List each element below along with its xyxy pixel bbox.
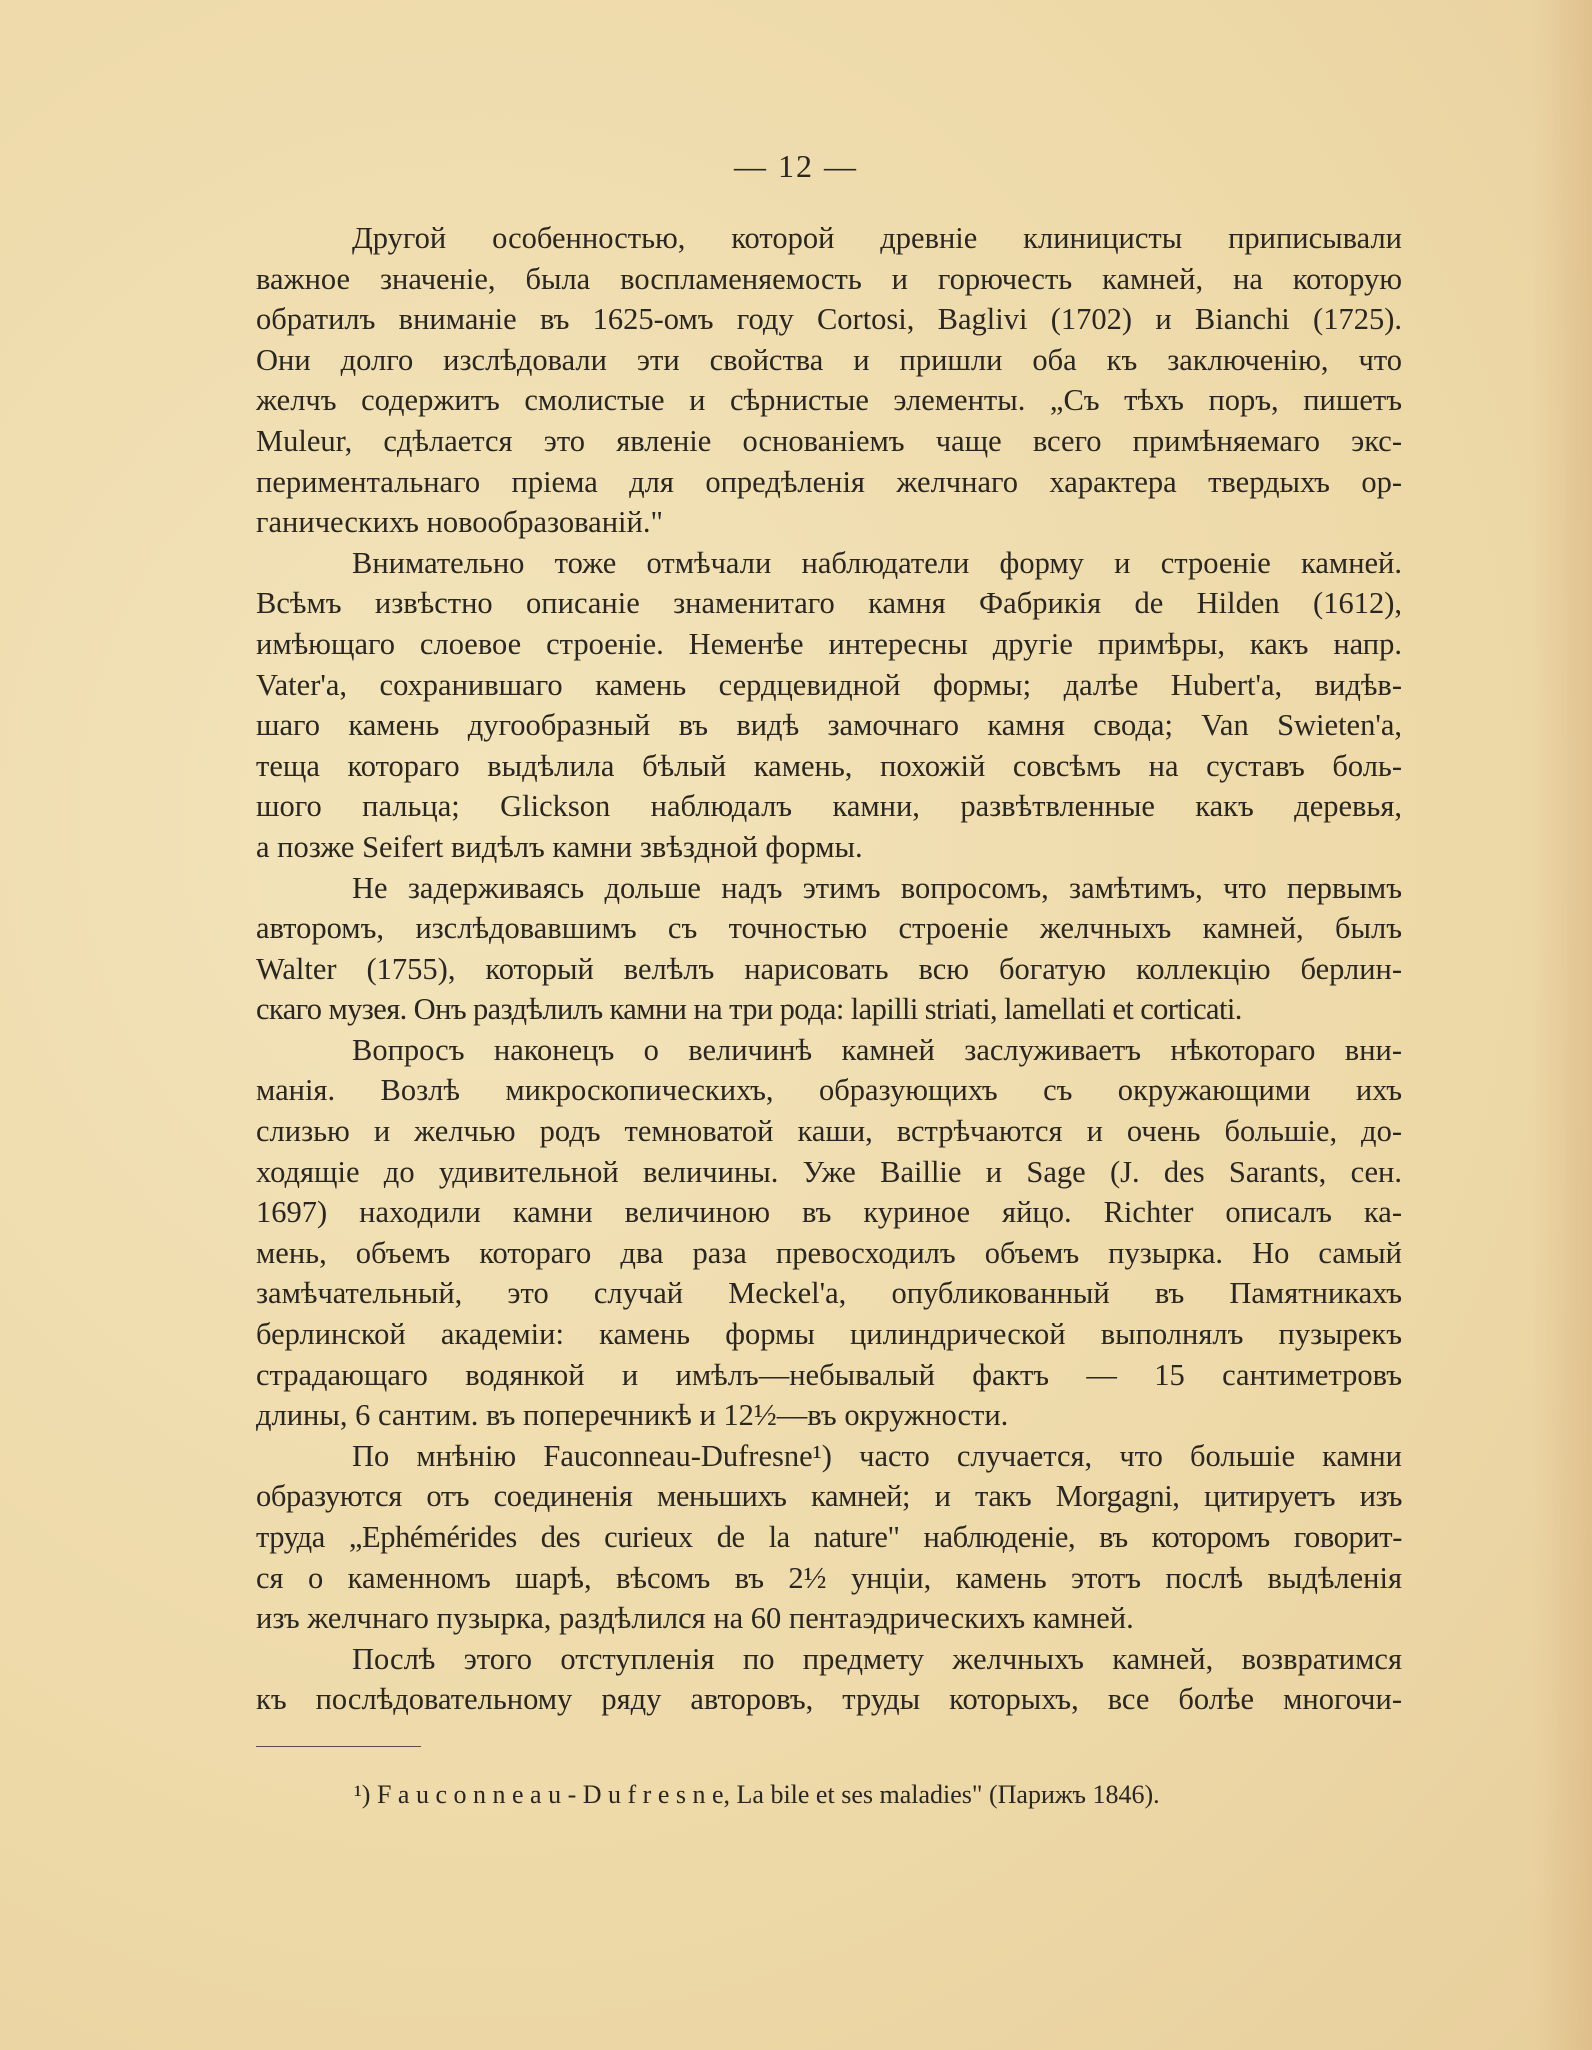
- text-line: скаго музея. Онъ раздѣлилъ камни на три рода: lapilli striati, lamellati et corticati.: [256, 992, 1242, 1027]
- text-line: длины, 6 сантим. въ поперечникѣ и 12½—въ окружности.: [256, 1398, 1009, 1433]
- text-line: къ послѣдовательному ряду авторовъ, труды которыхъ, все болѣе многочи-: [256, 1682, 1402, 1717]
- text-line: изъ желчнаго пузырка, раздѣлился на 60 пентаэдрическихъ камней.: [256, 1601, 1134, 1636]
- text-line: ганическихъ новообразованiй.": [256, 505, 663, 540]
- text-line: манiя. Возлѣ микроскопическихъ, образующихъ съ окружающими ихъ: [256, 1073, 1402, 1108]
- text-line: Всѣмъ извѣстно описанiе знаменитаго камня Фабрикiя de Hilden (1612),: [256, 586, 1402, 621]
- text-line: 1697) находили камни величиною въ куриное яйцо. Richter описалъ ка-: [256, 1195, 1402, 1230]
- text-line: образуются отъ соединенiя меньшихъ камней; и такъ Morgagni, цитируетъ изъ: [256, 1479, 1402, 1514]
- page-number: — 12 —: [734, 148, 858, 184]
- paragraph-6: [256, 1639, 1402, 1720]
- paragraph-1: [256, 218, 1402, 543]
- text-line: имѣющаго слоевое строенiе. Неменѣе интересны другiе примѣры, какъ напр.: [256, 626, 1402, 661]
- text-line: желчъ содержитъ смолистые и сѣрнистые элементы. „Съ тѣхъ поръ, пишетъ: [256, 383, 1402, 418]
- text-line: труда „Ephémérides des curieux de la nature" наблюденiе, въ которомъ говорит-: [256, 1520, 1402, 1554]
- text-line: теща котораго выдѣлила бѣлый камень, похожiй совсѣмъ на суставъ боль-: [256, 748, 1402, 783]
- text-line: шаго камень дугообразный въ видѣ замочнаго камня свода; Van Swieten'а,: [256, 708, 1402, 743]
- text-line: важное значенiе, была воспламеняемость и горючесть камней, на которую: [256, 261, 1402, 296]
- text-line: Walter (1755), который велѣлъ нарисовать всю богатую коллекцiю берлин-: [256, 951, 1402, 986]
- page-edge-shadow: [1532, 0, 1592, 2050]
- text-line: Другой особенностью, которой древнiе клиницисты приписывали: [352, 221, 1402, 255]
- paragraph-2: [256, 543, 1402, 868]
- text-line: Вопросъ наконецъ о величинѣ камней заслуживаетъ нѣкотораго вни-: [352, 1032, 1402, 1067]
- text-line: мень, объемъ котораго два раза превосходилъ объемъ пузырка. Но самый: [256, 1235, 1402, 1270]
- text-line: берлинской академiи: камень формы цилиндрической выполнялъ пузырекъ: [256, 1317, 1402, 1352]
- text-line: Vater'а, сохранившаго камень сердцевидной формы; далѣе Hubert'а, видѣв-: [256, 667, 1402, 702]
- footnote: ¹) F a u c o n n e a u - D u f r e s n e, La bile et ses maladies" (Парижъ 1846).: [354, 1780, 1160, 1809]
- paragraph-3: [256, 868, 1402, 1030]
- text-line: Внимательно тоже отмѣчали наблюдатели форму и строенiе камней.: [352, 545, 1402, 580]
- body-text: [256, 218, 1402, 1720]
- text-line: Они долго изслѣдовали эти свойства и пришли оба къ заключенiю, что: [256, 342, 1402, 377]
- text-line: Muleur, сдѣлается это явленiе основанiемъ чаще всего примѣняемаго экс-: [256, 423, 1402, 458]
- text-line: шого пальца; Glickson наблюдалъ камни, развѣтвленные какъ деревья,: [256, 789, 1402, 824]
- text-line: замѣчательный, это случай Meckel'а, опубликованный въ Памятникахъ: [256, 1276, 1402, 1311]
- text-line: периментальнаго прiема для опредѣленiя желчнаго характера твердыхъ ор-: [256, 464, 1402, 499]
- text-line: По мнѣнiю Fauconneau-Dufresne¹) часто случается, что большiе камни: [352, 1438, 1402, 1473]
- text-line: ходящiе до удивительной величины. Уже Baillie и Sage (J. des Sarants, сен.: [256, 1154, 1402, 1189]
- text-line: ся о каменномъ шарѣ, вѣсомъ въ 2½ унцiи, камень этотъ послѣ выдѣленiя: [256, 1560, 1402, 1595]
- paragraph-5: [256, 1436, 1402, 1639]
- text-line: Не задерживаясь дольше надъ этимъ вопросомъ, замѣтимъ, что первымъ: [352, 870, 1402, 905]
- paragraph-4: [256, 1030, 1402, 1436]
- footnote-separator: [256, 1746, 421, 1747]
- text-line: а позже Seifert видѣлъ камни звѣздной формы.: [256, 829, 863, 864]
- text-line: страдающаго водянкой и имѣлъ—небывалый фактъ — 15 сантиметровъ: [256, 1357, 1402, 1392]
- text-line: авторомъ, изслѣдовавшимъ съ точностью строенiе желчныхъ камней, былъ: [256, 911, 1402, 946]
- text-line: слизью и желчью родъ темноватой каши, встрѣчаются и очень большiе, до-: [256, 1114, 1402, 1149]
- text-line: Послѣ этого отступленiя по предмету желчныхъ камней, возвратимся: [352, 1641, 1402, 1676]
- text-line: обратилъ вниманiе въ 1625-омъ году Cortosi, Baglivi (1702) и Bianchi (1725).: [256, 302, 1402, 337]
